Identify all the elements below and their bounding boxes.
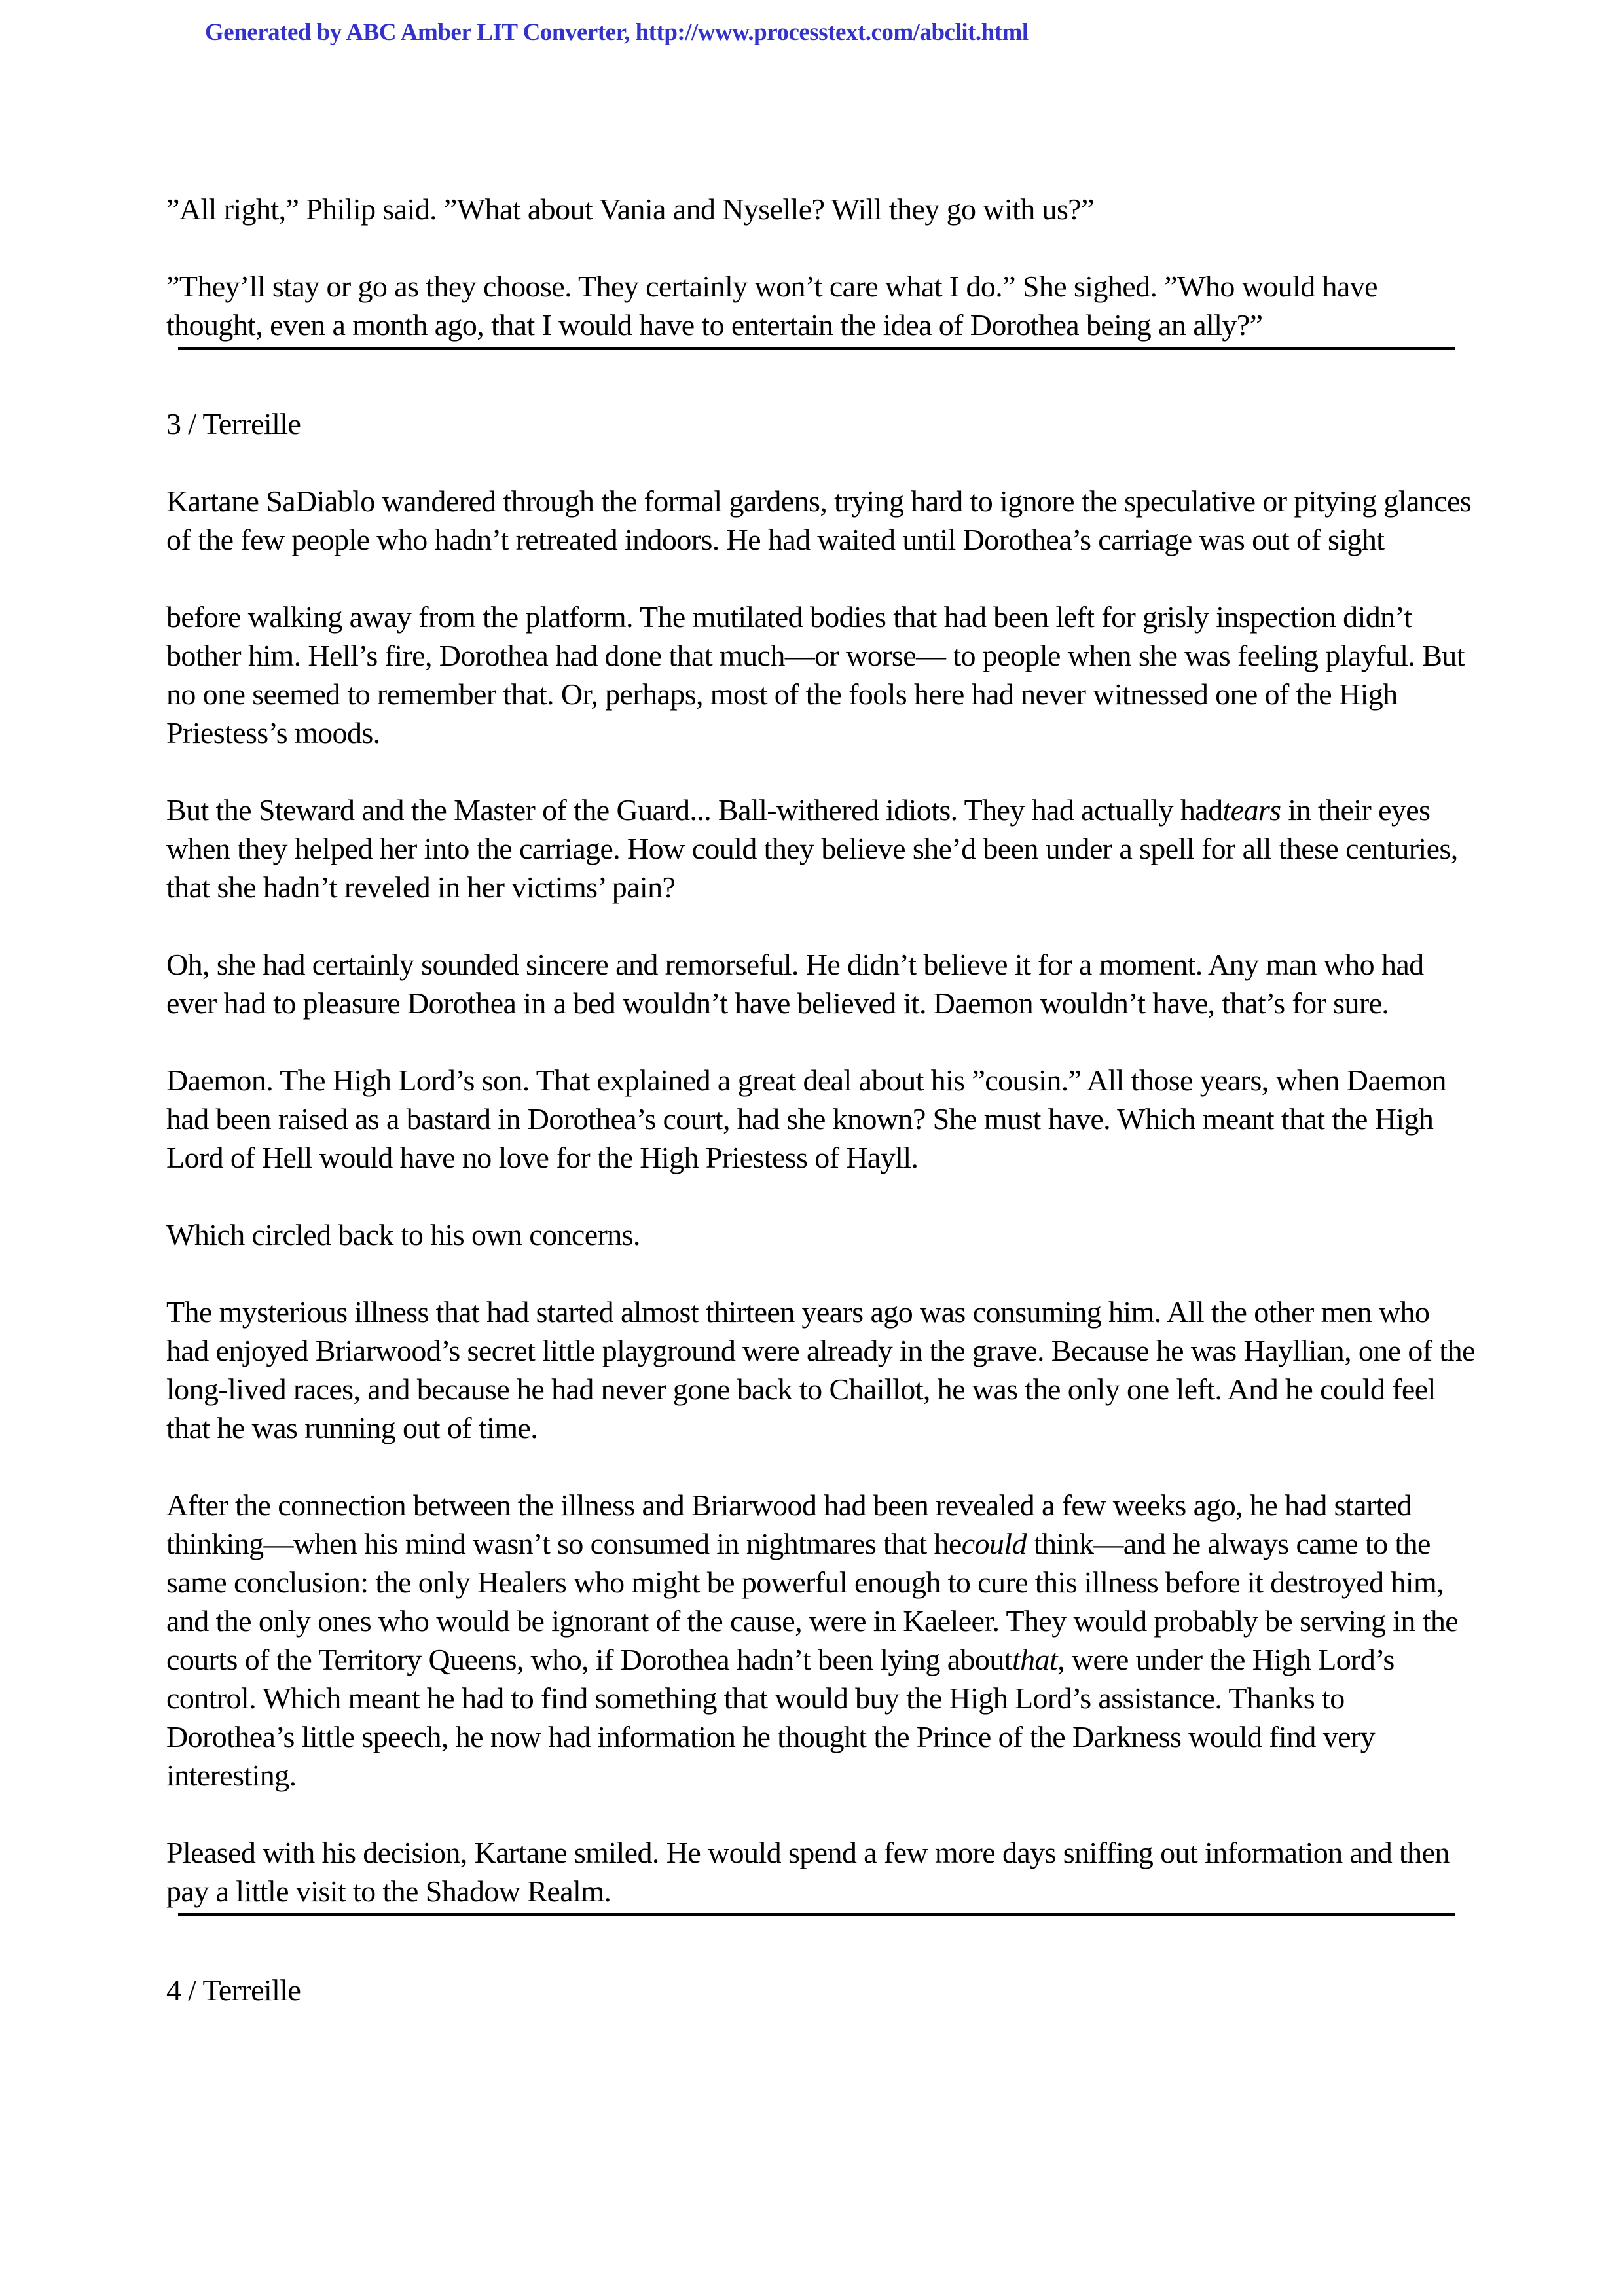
text-run: in their eyes when they helped her into the carriage. How could they believe she’d been under a spell for all these centuries, that she hadn’t reveled in her victims’ pain? xyxy=(166,793,1458,904)
converter-banner: Generated by ABC Amber LIT Converter, http://www.processtext.com/abclit.html xyxy=(205,19,1029,46)
paragraph-philip: ”All right,” Philip said. ”What about Vania and Nyselle? Will they go with us?” xyxy=(166,192,1094,226)
paragraph-sighed: ”They’ll stay or go as they choose. They certainly won’t care what I do.” She sighed. ”Who would have thought, even a month ago, that I would have to entertain the idea of Dorothea being an ally?” xyxy=(166,270,1377,342)
paragraph-healers xyxy=(166,1486,1476,1795)
emphasis-text: could xyxy=(961,1527,1027,1560)
emphasis-text: that, xyxy=(1012,1643,1065,1676)
emphasis-text: tears xyxy=(1222,793,1281,827)
section-heading-3: 3 / Terreille xyxy=(166,407,301,440)
paragraph-daemon: Daemon. The High Lord’s son. That explained a great deal about his ”cousin.” All those years, when Daemon had been raised as a bastard in Dorothea’s court, had she known? She must have. Which meant that the High Lord of Hell would have no love for the High Priestess of Hayll. xyxy=(166,1064,1446,1174)
paragraph-kartane-gardens: Kartane SaDiablo wandered through the formal gardens, trying hard to ignore the speculative or pitying glances of the few people who hadn’t retreated indoors. He had waited until Dorothea’s carriage was out of sight xyxy=(166,484,1472,556)
text-run: After the connection between the illness and Briarwood had been revealed a few weeks ago, he had started thinking—when his mind wasn’t so consumed in nightmares that he xyxy=(166,1488,1412,1560)
paragraph-platform: before walking away from the platform. The mutilated bodies that had been left for grisly inspection didn’t bother him. Hell’s fire, Dorothea had done that much—or worse— to people when she was feeling playful. But no one seemed to remember that. Or, perhaps, most of the fools here had never witnessed one of the High Priestess’s moods. xyxy=(166,600,1465,749)
paragraph-remorseful: Oh, she had certainly sounded sincere and remorseful. He didn’t believe it for a moment. Any man who had ever had to pleasure Dorothea in a bed wouldn’t have believed it. Daemon wouldn’t have, that’s for sure. xyxy=(166,948,1424,1020)
paragraph-decision: Pleased with his decision, Kartane smiled. He would spend a few more days sniffing out information and then pay a little visit to the Shadow Realm. xyxy=(166,1836,1450,1908)
text-run: But the Steward and the Master of the Guard... Ball-withered idiots. They had actually had xyxy=(166,793,1223,827)
text-run: were under the High Lord’s control. Which meant he had to find something that would buy the High Lord’s assistance. Thanks to Dorothea’s little speech, he now had information he thought the Prince of the Darkness would find very interesting. xyxy=(166,1643,1395,1792)
document-body xyxy=(166,190,1476,2048)
paragraph-concerns: Which circled back to his own concerns. xyxy=(166,1218,640,1251)
paragraph-steward xyxy=(166,791,1476,906)
text-run: think—and he always came to the same conclusion: the only Healers who might be powerful enough to cure this illness before it destroyed him, and the only ones who would be ignorant of the cause, were in Kaeleer. They would probably be serving in the courts of the Territory Queens, who, if Dorothea hadn’t been lying about xyxy=(166,1527,1459,1676)
section-heading-4: 4 / Terreille xyxy=(166,1973,301,2007)
paragraph-illness: The mysterious illness that had started almost thirteen years ago was consuming him. All the other men who had enjoyed Briarwood’s secret little playground were already in the grave. Because he was Hayllian, one of the long-lived races, and because he had never gone back to Chaillot, he was the only one left. And he could feel that he was running out of time. xyxy=(166,1295,1475,1444)
